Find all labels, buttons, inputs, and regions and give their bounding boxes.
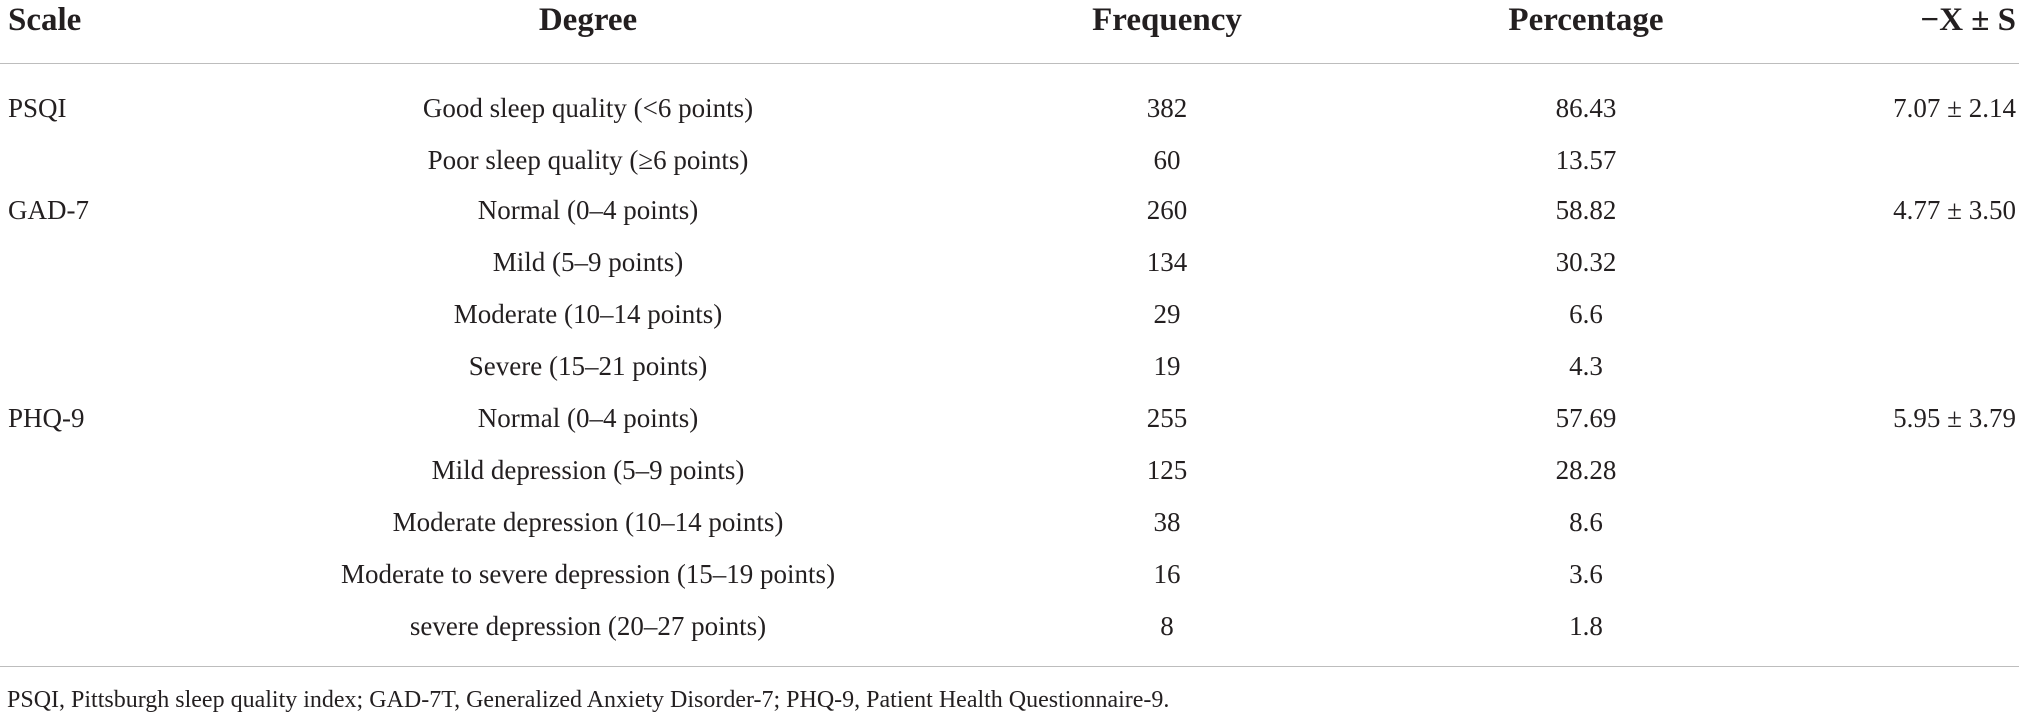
cell-frequency: 60 (1153, 145, 1181, 175)
cell-degree: Mild (5–9 points) (492, 247, 684, 277)
cell-degree: Moderate to severe depression (15–19 points) (340, 559, 836, 589)
cell-frequency: 134 (1146, 247, 1188, 277)
table-row (0, 82, 2019, 134)
cell-degree: Poor sleep quality (≥6 points) (427, 145, 749, 175)
header-degree: Degree (538, 2, 638, 38)
table-row (0, 288, 2019, 340)
cell-percentage: 1.8 (1569, 611, 1603, 641)
cell-scale: PSQI (8, 93, 67, 123)
cell-scale: PHQ-9 (8, 403, 85, 433)
cell-percentage: 8.6 (1569, 507, 1603, 537)
table-row (0, 548, 2019, 600)
footer-rule (0, 666, 2019, 667)
cell-percentage: 3.6 (1569, 559, 1603, 589)
cell-degree: severe depression (20–27 points) (409, 611, 767, 641)
header-scale: Scale (8, 2, 82, 38)
table-row (0, 340, 2019, 392)
cell-frequency: 125 (1146, 455, 1188, 485)
cell-frequency: 260 (1146, 195, 1188, 225)
header-rule (0, 63, 2019, 64)
header-mean-sd: −X ± S (1920, 2, 2016, 38)
table-row (0, 236, 2019, 288)
cell-percentage: 13.57 (1555, 145, 1617, 175)
table-row (0, 392, 2019, 444)
table-footnote: PSQI, Pittsburgh sleep quality index; GAD-7T, Generalized Anxiety Disorder-7; PHQ-9, Patient Health Questionnaire-9. (7, 687, 1170, 713)
cell-frequency: 19 (1153, 351, 1181, 381)
cell-degree: Normal (0–4 points) (477, 403, 699, 433)
cell-degree: Good sleep quality (<6 points) (422, 93, 754, 123)
cell-percentage: 58.82 (1555, 195, 1617, 225)
cell-degree: Moderate (10–14 points) (453, 299, 723, 329)
cell-degree: Normal (0–4 points) (477, 195, 699, 225)
table-row (0, 600, 2019, 652)
table-row (0, 134, 2019, 186)
cell-percentage: 30.32 (1555, 247, 1617, 277)
cell-degree: Severe (15–21 points) (468, 351, 708, 381)
cell-percentage: 4.3 (1569, 351, 1603, 381)
header-percentage: Percentage (1508, 2, 1664, 38)
cell-frequency: 8 (1160, 611, 1174, 641)
cell-percentage: 86.43 (1555, 93, 1617, 123)
cell-percentage: 28.28 (1555, 455, 1617, 485)
cell-mean-sd: 7.07 ± 2.14 (1893, 93, 2016, 123)
cell-mean-sd: 4.77 ± 3.50 (1893, 195, 2016, 225)
cell-frequency: 16 (1153, 559, 1181, 589)
cell-mean-sd: 5.95 ± 3.79 (1893, 403, 2016, 433)
cell-scale: GAD-7 (8, 195, 89, 225)
table-row (0, 184, 2019, 236)
cell-degree: Mild depression (5–9 points) (431, 455, 745, 485)
table-row (0, 496, 2019, 548)
table-row (0, 444, 2019, 496)
cell-frequency: 255 (1146, 403, 1188, 433)
cell-frequency: 38 (1153, 507, 1181, 537)
cell-frequency: 382 (1146, 93, 1188, 123)
cell-frequency: 29 (1153, 299, 1181, 329)
cell-percentage: 57.69 (1555, 403, 1617, 433)
cell-percentage: 6.6 (1569, 299, 1603, 329)
header-frequency: Frequency (1092, 2, 1242, 38)
cell-degree: Moderate depression (10–14 points) (392, 507, 784, 537)
